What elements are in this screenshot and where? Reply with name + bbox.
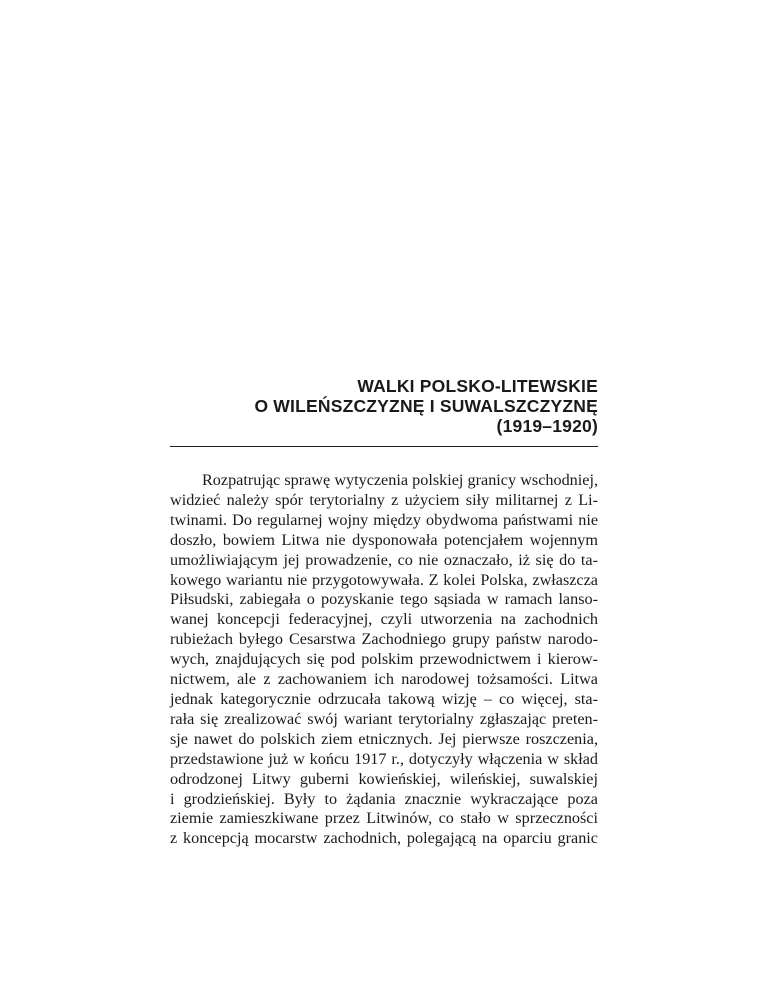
text-line: sje nawet do polskich ziem etnicznych. Jej pierwsze roszczenia, [170,729,598,748]
text-line: umożliwiającym jej prowadzenie, co nie oznaczało, iż się do ta- [170,550,598,569]
text-line: kowego wariantu nie przygotowywała. Z kolei Polska, zwłaszcza [170,570,598,589]
text-line: nictwem, ale z zachowaniem ich narodowej tożsamości. Litwa [170,670,598,689]
text-line: przedstawione już w końcu 1917 r., dotyczyły włączenia w skład [170,749,598,768]
body-paragraph [170,471,598,849]
text-line: z koncepcją mocarstw zachodnich, polegającą na oparciu granic [170,829,598,848]
text-line: wych, znajdujących się pod polskim przewodnictwem i kierow- [170,650,598,669]
text-line: Piłsudski, zabiegała o pozyskanie tego sąsiada w ramach lanso- [170,590,598,609]
text-line: rała się zrealizować swój wariant terytorialny zgłaszając preten- [170,709,598,728]
text-line: odrodzonej Litwy guberni kowieńskiej, wileńskiej, suwalskiej [170,769,598,788]
text-line: widzieć należy spór terytorialny z użyciem siły militarnej z Li- [170,490,598,509]
text-line: rubieżach byłego Cesarstwa Zachodniego grupy państw narodo- [170,630,598,649]
text-line: jednak kategorycznie odrzucała takową wizję – co więcej, sta- [170,689,598,708]
text-line: ziemie zamieszkiwane przez Litwinów, co stało w sprzeczności [170,809,598,828]
text-line: doszło, bowiem Litwa nie dysponowała potencjałem wojennym [170,530,598,549]
chapter-title-line: WALKI POLSKO-LITEWSKIE [357,376,598,396]
title-divider-rule [170,446,598,447]
chapter-title-line: (1919–1920) [496,416,598,436]
text-line: twinami. Do regularnej wojny między obydwoma państwami nie [170,510,598,529]
chapter-title-line: O WILEŃSZCZYZNĘ I SUWALSZCZYZNĘ [254,396,598,416]
chapter-title [170,376,598,436]
text-line: wanej koncepcji federacyjnej, czyli utworzenia na zachodnich [170,610,598,629]
text-line: i grodzieńskiej. Były to żądania znacznie wykraczające poza [170,789,598,808]
text-line: Rozpatrując sprawę wytyczenia polskiej granicy wschodniej, [202,471,598,489]
